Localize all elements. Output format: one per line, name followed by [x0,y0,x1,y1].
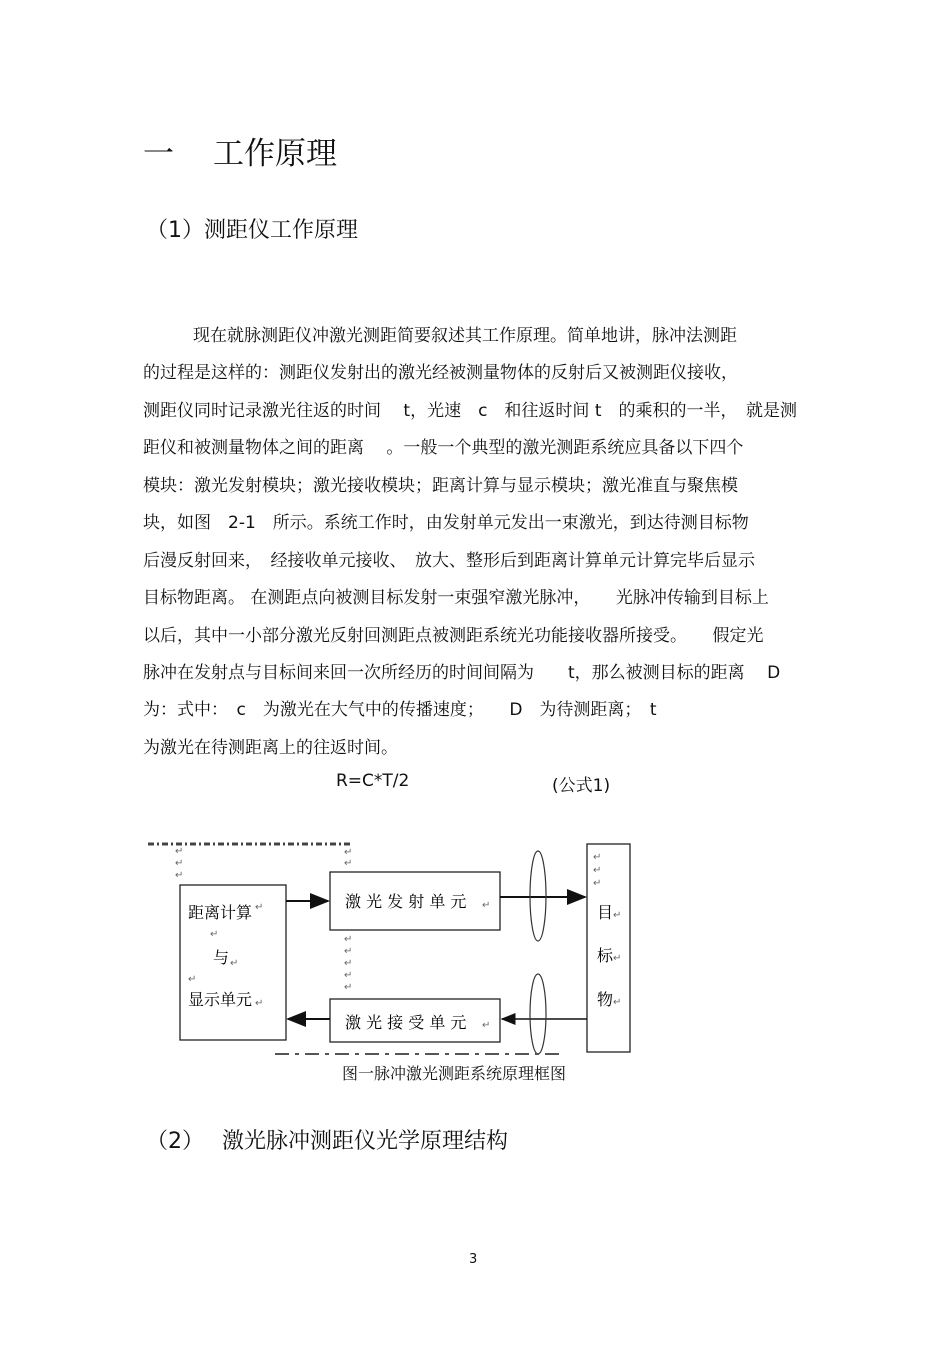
return-mark: ↵ [188,974,197,985]
target-char-2: 标 [597,946,614,965]
return-mark: ↵ [593,852,602,863]
return-mark: ↵ [593,878,602,889]
emitter-label: 激 光 发 射 单 元 [345,892,467,911]
return-mark: ↵ [255,902,264,913]
target-char-1: 目 [597,903,614,922]
return-mark: ↵ [210,929,219,940]
subsection-heading-2 [146,1124,508,1155]
return-mark: ↵ [344,858,353,869]
return-mark: ↵ [230,958,239,969]
return-mark: ↵ [613,953,622,964]
formula-expression: R=C*T/2 [336,771,410,791]
paragraph-line: 块，如图 2-1 所示。系统工作时，由发射单元发出一束激光，到达待测目标物 [143,513,749,533]
paragraph-line: 后漫反射回来， 经接收单元接收、 放大、整形后到距离计算单元计算完毕后显示 [143,551,755,571]
return-mark: ↵ [344,970,353,981]
paragraph-line: 以后，其中一小部分激光反射回测距点被测距系统光功能接收器所接受。 假定光 [143,626,764,646]
return-mark: ↵ [482,1020,491,1031]
return-mark: ↵ [175,870,184,881]
return-mark: ↵ [175,858,184,869]
paragraph-line: 为：式中： c 为激光在大气中的传播速度； D 为待测距离； t [143,700,657,720]
return-mark: ↵ [255,998,264,1009]
return-mark: ↵ [613,910,622,921]
section-heading [143,128,337,173]
return-mark: ↵ [613,997,622,1008]
receiver-lens [530,974,546,1054]
compute-box-line-3: 显示单元 [188,990,253,1009]
paragraph-line: 的过程是这样的：测距仪发射出的激光经被测量物体的反射后又被测距仪接收， [143,363,738,383]
compute-box-line-2: 与 [213,948,230,967]
return-mark: ↵ [175,846,184,857]
section-title: 工作原理 [213,136,337,172]
paragraph-line: 现在就脉测距仪冲激光测距简要叙述其工作原理。简单地讲，脉冲法测距 [193,326,737,346]
paragraph-line: 测距仪同时记录激光往返的时间 t，光速 c 和往返时间 t 的乘积的一半， 就是测 [143,401,797,421]
paragraph-line: 目标物距离。 在测距点向被测目标发射一束强窄激光脉冲， 光脉冲传输到目标上 [143,588,769,608]
figure-caption: 图一脉冲激光测距系统原理框图 [342,1064,567,1083]
paragraph-line: 距仪和被测量物体之间的距离 。一般一个典型的激光测距系统应具备以下四个 [143,438,744,458]
receiver-label: 激 光 接 受 单 元 [345,1013,467,1032]
subsection-heading: （1）测距仪工作原理 [146,218,358,243]
return-mark: ↵ [344,958,353,969]
paragraph-line: 为激光在待测距离上的往返时间。 [143,738,398,758]
compute-box-line-1: 距离计算 [188,903,253,922]
target-char-3: 物 [597,990,614,1009]
paragraph-line: 脉冲在发射点与目标间来回一次所经历的时间间隔为 t，那么被测目标的距离 D [143,663,781,683]
return-mark: ↵ [482,900,491,911]
formula-label: (公式1) [552,776,611,796]
return-mark: ↵ [344,934,353,945]
return-mark: ↵ [344,982,353,993]
section-number: 一 [143,136,174,172]
return-mark: ↵ [344,946,353,957]
return-mark: ↵ [344,847,353,858]
block-diagram [140,842,640,1057]
subsection-number: （2） [146,1129,204,1154]
paragraph-line: 模块：激光发射模块；激光接收模块；距离计算与显示模块；激光准直与聚焦模 [143,476,738,496]
page-number: 3 [469,1252,478,1267]
subsection-title: 激光脉冲测距仪光学原理结构 [222,1129,509,1154]
return-mark: ↵ [593,865,602,876]
